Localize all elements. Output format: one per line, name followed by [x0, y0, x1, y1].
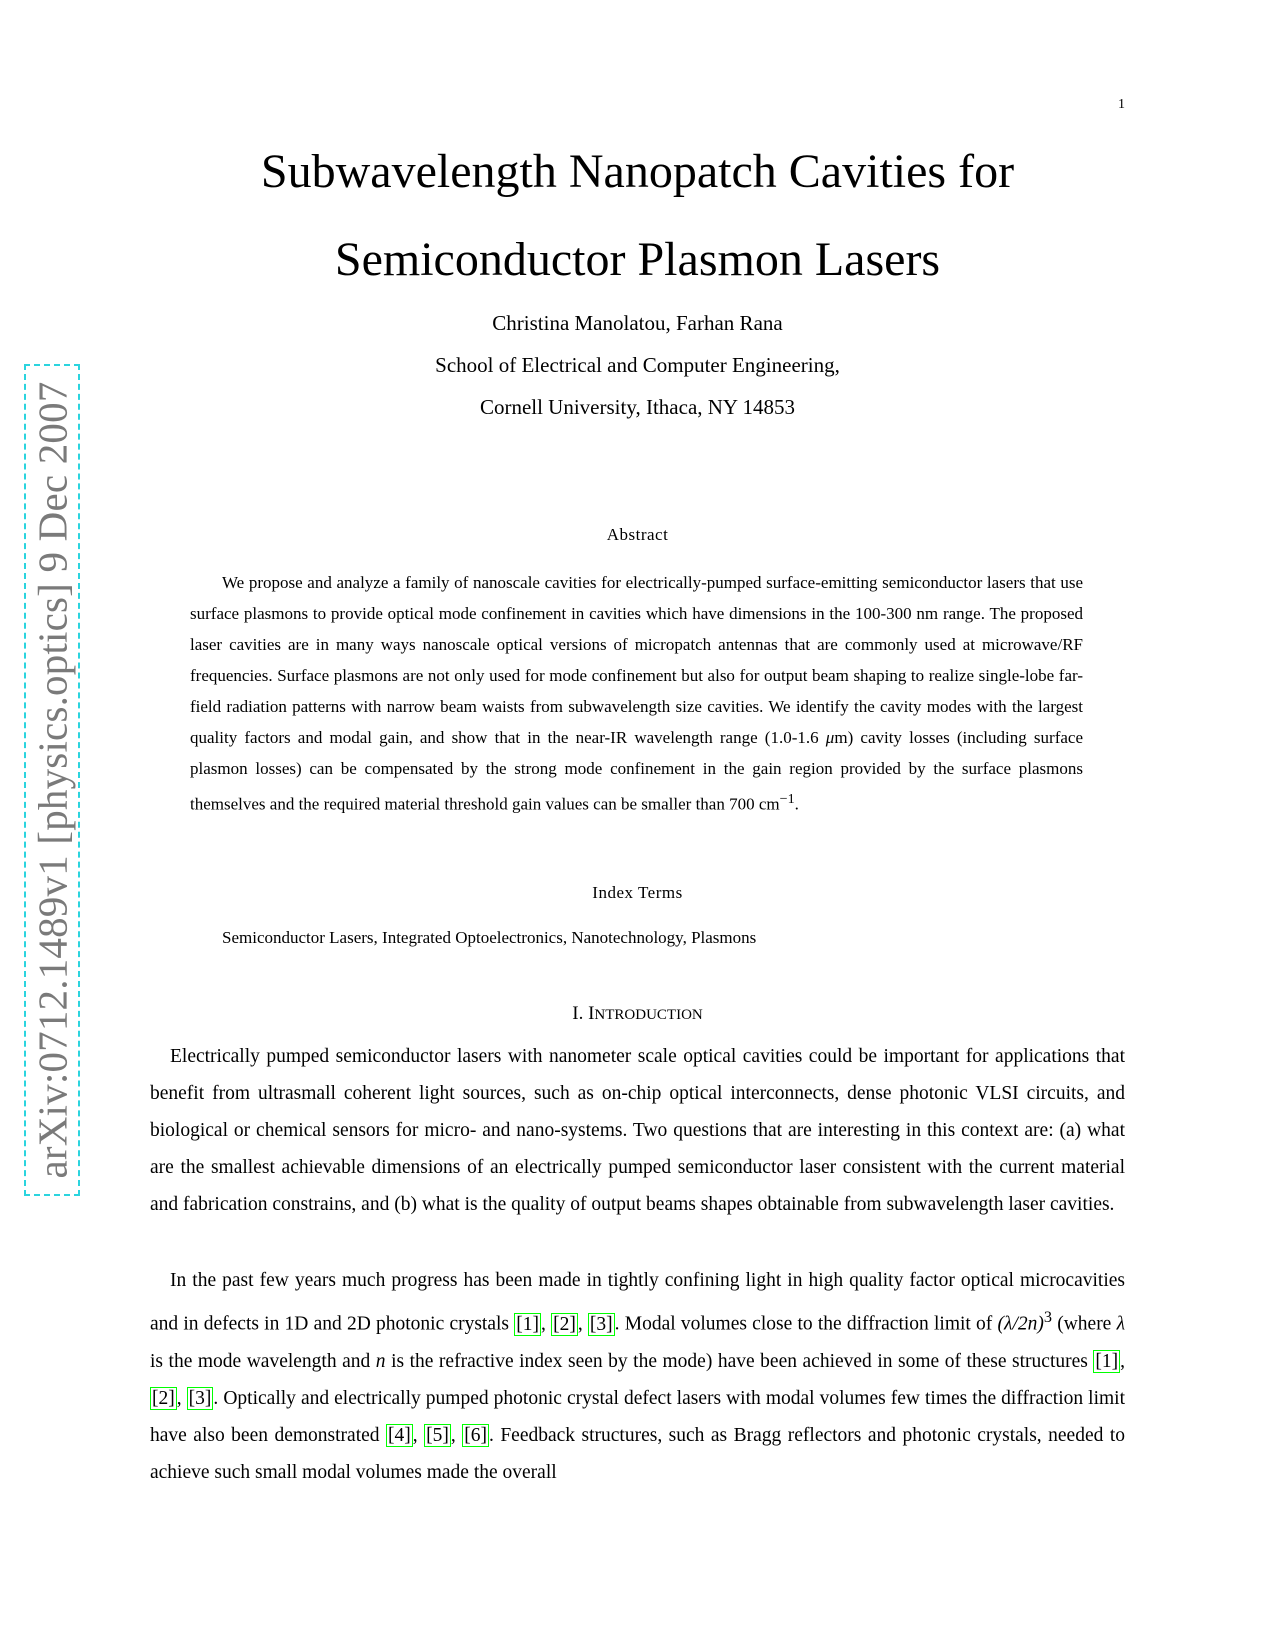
- abstract-heading: Abstract: [606, 525, 669, 544]
- p2-sep-2: ,: [577, 1313, 588, 1335]
- arxiv-stamp-text: arXiv:0712.1489v1 [physics.optics] 9 Dec 2007: [29, 381, 75, 1179]
- p2-math-1-exp: 3: [1043, 1308, 1052, 1326]
- affiliation-line-2: Cornell University, Ithaca, NY 14853: [479, 395, 796, 419]
- p2-text-6: . Optically and electrically pumped photonic crystal defect lasers with modal volumes few times the diffraction limit have also been demonstrated: [150, 1387, 1125, 1446]
- citation-link-3b[interactable]: [3]: [188, 1387, 212, 1409]
- citation-link-6[interactable]: [6]: [464, 1424, 487, 1446]
- index-terms-heading: Index Terms: [592, 883, 683, 902]
- p2-sep-4: ,: [176, 1387, 187, 1409]
- affiliation-line-1: School of Electrical and Computer Engineering,: [435, 353, 840, 377]
- abstract-unit-mu: μ: [825, 728, 835, 747]
- intro-paragraph-2: [150, 1262, 1125, 1491]
- arxiv-stamp[interactable]: [24, 364, 80, 1196]
- p2-text-7: . Feedback structures, such as Bragg reflectors and photonic crystals, needed to achieve such small modal volumes made the overall: [150, 1424, 1125, 1483]
- section-number: I.: [572, 1003, 589, 1024]
- abstract-exponent: −1: [779, 791, 795, 807]
- p2-sep-3: ,: [1120, 1350, 1125, 1372]
- index-terms: Semiconductor Lasers, Integrated Optoelectronics, Nanotechnology, Plasmons: [222, 928, 757, 947]
- p2-text-1: In the past few years much progress has been made in tightly confining light in high quality factor optical microcavities and in defects in 1D and 2D photonic crystals: [150, 1270, 1125, 1335]
- p2-text-2: . Modal volumes close to the diffraction limit of: [614, 1313, 998, 1335]
- page-number: 1: [1118, 97, 1125, 112]
- citation-link-5[interactable]: [5]: [426, 1424, 449, 1446]
- abstract-body: [190, 567, 1083, 820]
- section-title-rest: NTRODUCTION: [594, 1007, 703, 1023]
- intro-paragraph-1: Electrically pumped semiconductor lasers with nanometer scale optical cavities could be important for applications that benefit from ultrasmall coherent light sources, such as on-chip optical interconnects, dense photonic VLSI circuits, and biological or chemical sensors for micro- and nano-systems. Two questions that are interesting in this context are: (a) what are the smallest achievable dimensions of an electrically pumped semiconductor laser consistent with the current material and fabrication constrains, and (b) what is the quality of output beams shapes obtainable from subwavelength laser cavities.: [150, 1046, 1125, 1215]
- title-line-2: Semiconductor Plasmon Lasers: [334, 233, 941, 286]
- abstract-text-1: We propose and analyze a family of nanoscale cavities for electrically-pumped surface-emitting semiconductor lasers that use surface plasmons to provide optical mode confinement in cavities which have dimensions in the 100-300 nm range. The proposed laser cavities are in many ways nanoscale optical versions of micropatch antennas that are commonly used at microwave/RF frequencies. Surface plasmons are not only used for mode confinement but also for output beam shaping to realize single-lobe far-field radiation patterns with narrow beam waists from subwavelength size cavities. We identify the cavity modes with the largest quality factors and modal gain, and show that in the near-IR wavelength range (1.0-1.6: [190, 573, 1083, 747]
- abstract-text-2: m) cavity losses (including surface plasmon losses) can be compensated by the strong mode confinement in the gain region provided by the surface plasmons themselves and the required material threshold gain values can be smaller than 700 cm: [190, 728, 1083, 814]
- p2-sep-6: ,: [450, 1424, 463, 1446]
- p2-text-4: is the mode wavelength and: [150, 1350, 376, 1372]
- p2-math-lambda: λ: [1116, 1313, 1126, 1335]
- section-title-first: I: [588, 1003, 595, 1024]
- citation-link-1b[interactable]: [1]: [1095, 1350, 1119, 1372]
- citation-link-2[interactable]: [2]: [553, 1313, 576, 1335]
- title-line-1: Subwavelength Nanopatch Cavities for: [260, 145, 1015, 198]
- p2-text-3: (where: [1052, 1313, 1117, 1335]
- citation-link-2b[interactable]: [2]: [152, 1387, 175, 1409]
- paper-title: [150, 128, 1125, 304]
- abstract-end: .: [794, 794, 799, 814]
- p2-math-1: (λ/2n): [997, 1313, 1044, 1335]
- p2-sep-1: ,: [540, 1313, 552, 1335]
- p2-text-5: is the refractive index seen by the mode) have been achieved in some of these structures: [385, 1350, 1094, 1372]
- citation-link-4[interactable]: [4]: [388, 1424, 411, 1446]
- p2-sep-5: ,: [412, 1424, 425, 1446]
- authors: Christina Manolatou, Farhan Rana: [492, 311, 783, 335]
- section-heading-introduction: [150, 1003, 1125, 1025]
- p2-math-n: n: [375, 1350, 386, 1372]
- citation-link-3[interactable]: [3]: [589, 1313, 613, 1335]
- citation-link-1[interactable]: [1]: [516, 1313, 539, 1335]
